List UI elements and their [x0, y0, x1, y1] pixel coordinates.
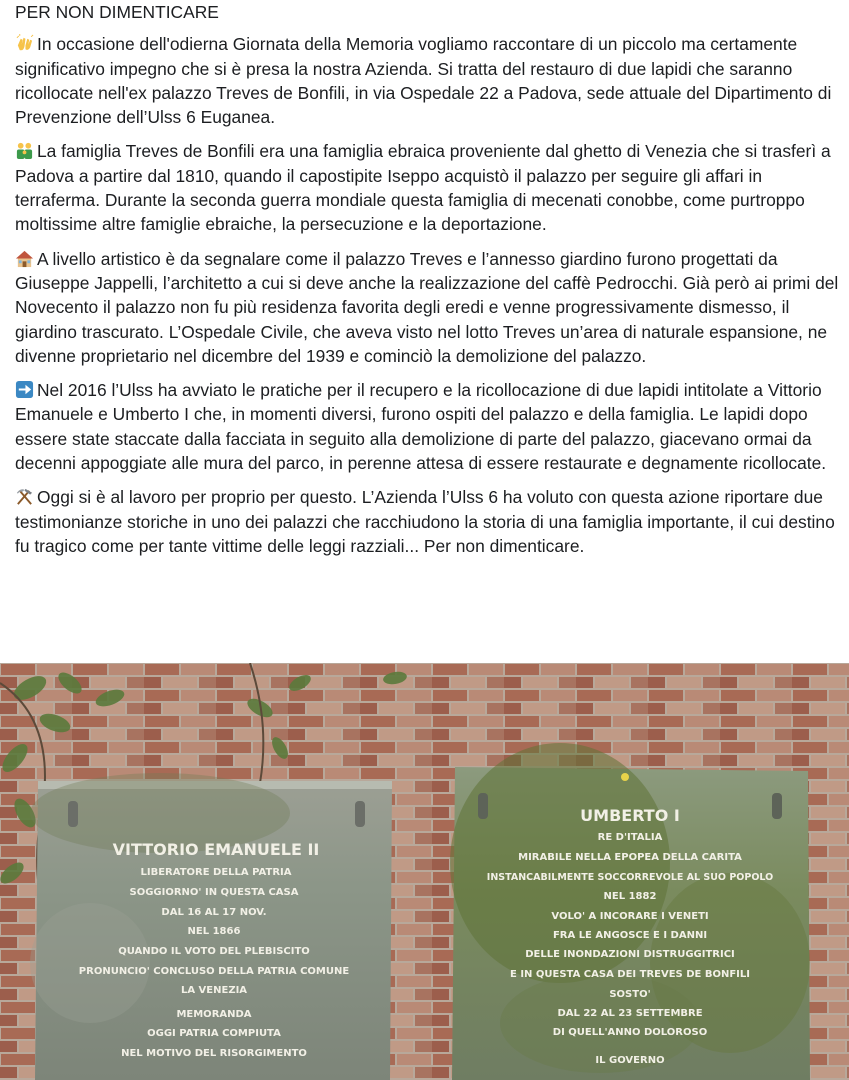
svg-text:SOGGIORNO' IN QUESTA CASA: SOGGIORNO' IN QUESTA CASA	[129, 887, 299, 898]
post-photo[interactable]	[0, 663, 849, 1080]
paragraph-text: Oggi si è al lavoro per proprio per questo. L’Azienda l’Ulss 6 ha voluto con questa azione riportare due testimonianze storiche in uno dei palazzi che racchiudono la storia di una famiglia importante, il cui destino fu tragico come per tante vittime delle leggi razziali... Per non dimenticare.	[15, 487, 835, 556]
family-icon	[15, 141, 34, 160]
svg-text:DELLE INONDAZIONI DISTRUGGITRI: DELLE INONDAZIONI DISTRUGGITRICI	[525, 949, 735, 960]
svg-text:NEL 1866: NEL 1866	[187, 926, 241, 937]
post-title: PER NON DIMENTICARE	[15, 2, 219, 22]
paragraph-text: La famiglia Treves de Bonfili era una famiglia ebraica proveniente dal ghetto di Venezia che si trasferì a Padova a partire dal 1810, quando il capostipite Iseppo acquistò il palazzo per seguire gli affari in terraferma. Durante la seconda guerra mondiale questa famiglia di mecenati conobbe, come purtroppo moltissime altre famiglie ebraiche, la persecuzione e la deportazione.	[15, 141, 831, 235]
svg-text:QUANDO IL VOTO DEL PLEBISCITO: QUANDO IL VOTO DEL PLEBISCITO	[118, 946, 310, 957]
paragraph-text: In occasione dell'odierna Giornata della Memoria vogliamo raccontare di un piccolo ma certamente significativo impegno che si è presa la nostra Azienda. Si tratta del restauro di due lapidi che saranno ricollocate nell'ex palazzo Treves de Bonfili, in via Ospedale 22 a Padova, sede attuale del Dipartimento di Prevenzione dell’Ulss 6 Euganea.	[15, 34, 832, 128]
svg-text:NEL MOTIVO DEL RISORGIMENTO: NEL MOTIVO DEL RISORGIMENTO	[121, 1048, 307, 1059]
svg-text:VITTORIO EMANUELE II: VITTORIO EMANUELE II	[112, 840, 320, 859]
hammer-pick-icon	[15, 487, 34, 506]
svg-text:UMBERTO I: UMBERTO I	[580, 806, 680, 825]
svg-text:LA VENEZIA: LA VENEZIA	[180, 985, 248, 996]
svg-text:DAL 22 AL 23 SETTEMBRE: DAL 22 AL 23 SETTEMBRE	[557, 1008, 703, 1019]
paragraph-text: A livello artistico è da segnalare come il palazzo Treves e l’annesso giardino furono progettati da Giuseppe Jappelli, l’architetto a cui si deve anche la realizzazione del caffè Pedrocchi. Già però ai primi del Novecento il palazzo non fu più residenza favorita degli eredi e venne progressivamente dismesso, il giardino trascurato. L’Ospedale Civile, che aveva visto nel lotto Treves un’area di naturale espansione, ne divenne proprietario nel dicembre del 1939 e cominciò la demolizione del palazzo.	[15, 248, 839, 366]
svg-text:FRA LE ANGOSCE E I DANNI: FRA LE ANGOSCE E I DANNI	[552, 930, 708, 941]
raising-hands-icon	[15, 34, 34, 53]
paragraph	[15, 139, 840, 236]
svg-text:VOLO' A INCORARE I VENETI: VOLO' A INCORARE I VENETI	[551, 911, 709, 922]
svg-text:DI QUELL'ANNO DOLOROSO: DI QUELL'ANNO DOLOROSO	[552, 1027, 708, 1038]
paragraph	[15, 485, 840, 558]
house-icon	[15, 249, 34, 268]
svg-text:MIRABILE NELLA EPOPEA DELLA CA: MIRABILE NELLA EPOPEA DELLA CARITA	[518, 852, 742, 863]
post-body	[15, 0, 840, 568]
svg-text:NEL 1882: NEL 1882	[603, 891, 657, 902]
svg-text:RE D'ITALIA: RE D'ITALIA	[597, 832, 663, 843]
svg-text:PRONUNCIO' CONCLUSO DELLA PATR: PRONUNCIO' CONCLUSO DELLA PATRIA COMUNE	[78, 966, 350, 977]
svg-text:LIBERATORE DELLA PATRIA: LIBERATORE DELLA PATRIA	[140, 867, 292, 878]
photo-canvas	[0, 663, 849, 1080]
right-arrow-icon	[15, 380, 34, 399]
svg-text:E IN QUESTA CASA DEI TREVES DE: E IN QUESTA CASA DEI TREVES DE BONFILI	[510, 969, 750, 980]
svg-text:SOSTO': SOSTO'	[609, 989, 651, 1000]
paragraph	[15, 247, 840, 368]
svg-text:OGGI PATRIA COMPIUTA: OGGI PATRIA COMPIUTA	[147, 1028, 281, 1039]
paragraph-text: Nel 2016 l’Ulss ha avviato le pratiche per il recupero e la ricollocazione di due lapidi intitolate a Vittorio Emanuele e Umberto I che, in momenti diversi, furono ospiti del palazzo e della famiglia. Le lapidi dopo essere state staccate dalla facciata in seguito alla demolizione di parte del palazzo, giacevano ormai da decenni appoggiate alle mura del parco, in perenne attesa di essere restaurate e degnamente ricollocate.	[15, 380, 827, 474]
paragraph	[15, 32, 840, 129]
svg-text:INSTANCABILMENTE SOCCORREVOLE: INSTANCABILMENTE SOCCORREVOLE AL SUO POPOLO	[486, 872, 774, 883]
svg-text:MEMORANDA: MEMORANDA	[176, 1009, 252, 1020]
svg-text:IL GOVERNO: IL GOVERNO	[595, 1055, 665, 1066]
svg-text:DAL 16 AL 17 NOV.: DAL 16 AL 17 NOV.	[161, 907, 267, 918]
paragraph	[15, 378, 840, 475]
